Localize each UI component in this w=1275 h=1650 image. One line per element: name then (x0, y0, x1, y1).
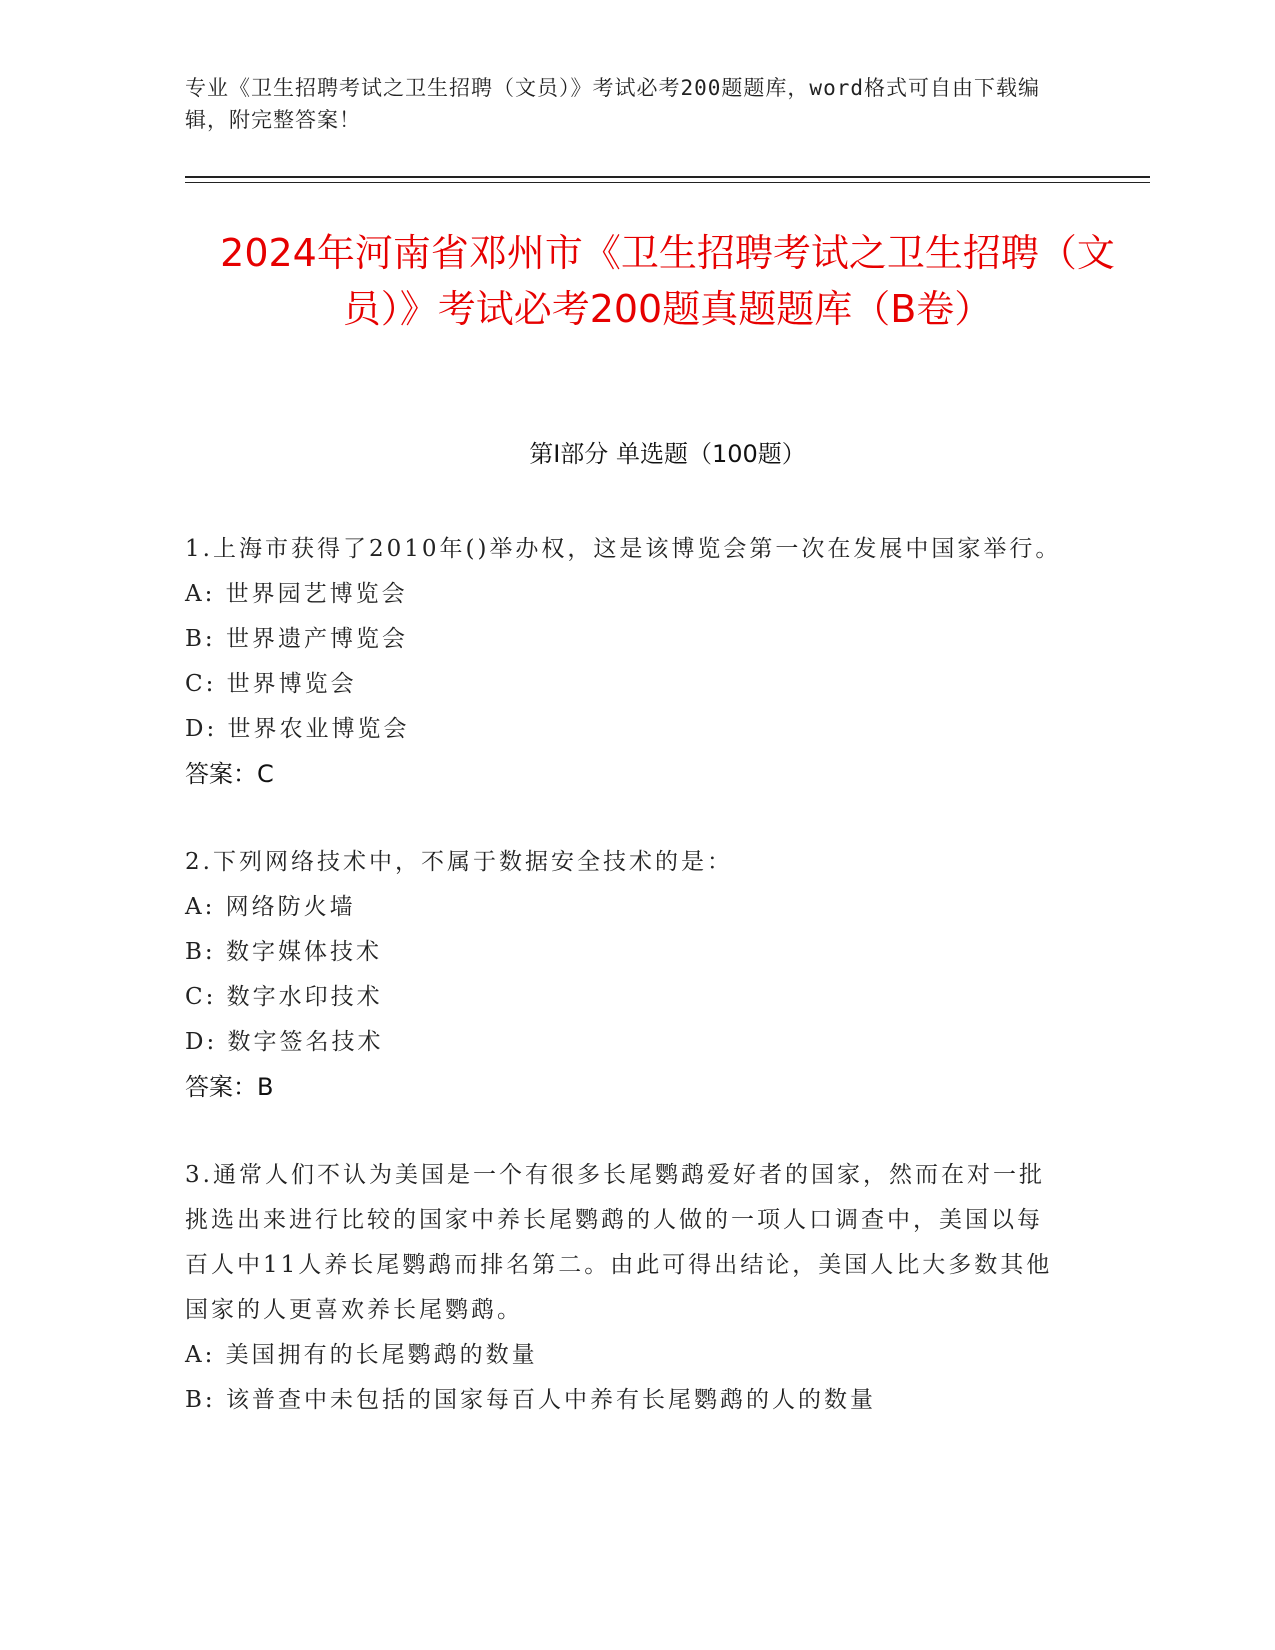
header-divider-thick (185, 176, 1150, 178)
question-stem: 3.通常人们不认为美国是一个有很多长尾鹦鹉爱好者的国家，然而在对一批挑选出来进行比较的国家中养长尾鹦鹉的人做的一项人口调查中，美国以每百人中11人养长尾鹦鹉而排名第二。由此可得出结论，美国人比大多数其他国家的人更喜欢养长尾鹦鹉。 (185, 1162, 1053, 1323)
option-d: D: 世界农业博览会 (185, 716, 410, 742)
answer: 答案：B (185, 1073, 274, 1101)
option-a: A: 世界园艺博览会 (185, 581, 408, 607)
question-stem: 2.下列网络技术中，不属于数据安全技术的是： (185, 849, 733, 875)
option-b: B: 数字媒体技术 (185, 939, 382, 965)
option-b: B: 该普查中未包括的国家每百人中养有长尾鹦鹉的人的数量 (185, 1387, 876, 1413)
question-stem: 1.上海市获得了2010年()举办权，这是该博览会第一次在发展中国家举行。 (185, 536, 1062, 562)
question-2 (185, 840, 1065, 1110)
question-1 (185, 527, 1065, 797)
document-title: 2024年河南省邓州市《卫生招聘考试之卫生招聘（文员）》考试必考200题真题题库（B卷） (220, 231, 1115, 331)
header-divider-thin (185, 182, 1150, 183)
question-3 (185, 1153, 1065, 1423)
header-note: 专业《卫生招聘考试之卫生招聘（文员）》考试必考200题题库，word格式可自由下载编辑，附完整答案！ (185, 76, 1040, 132)
section-heading: 第I部分 单选题（100题） (529, 440, 806, 468)
option-c: C: 数字水印技术 (185, 984, 383, 1010)
option-d: D: 数字签名技术 (185, 1029, 384, 1055)
answer: 答案：C (185, 760, 274, 788)
option-a: A: 网络防火墙 (185, 894, 356, 920)
question-list (185, 527, 1065, 1466)
option-c: C: 世界博览会 (185, 671, 357, 697)
option-a: A: 美国拥有的长尾鹦鹉的数量 (185, 1342, 538, 1368)
option-b: B: 世界遗产博览会 (185, 626, 408, 652)
